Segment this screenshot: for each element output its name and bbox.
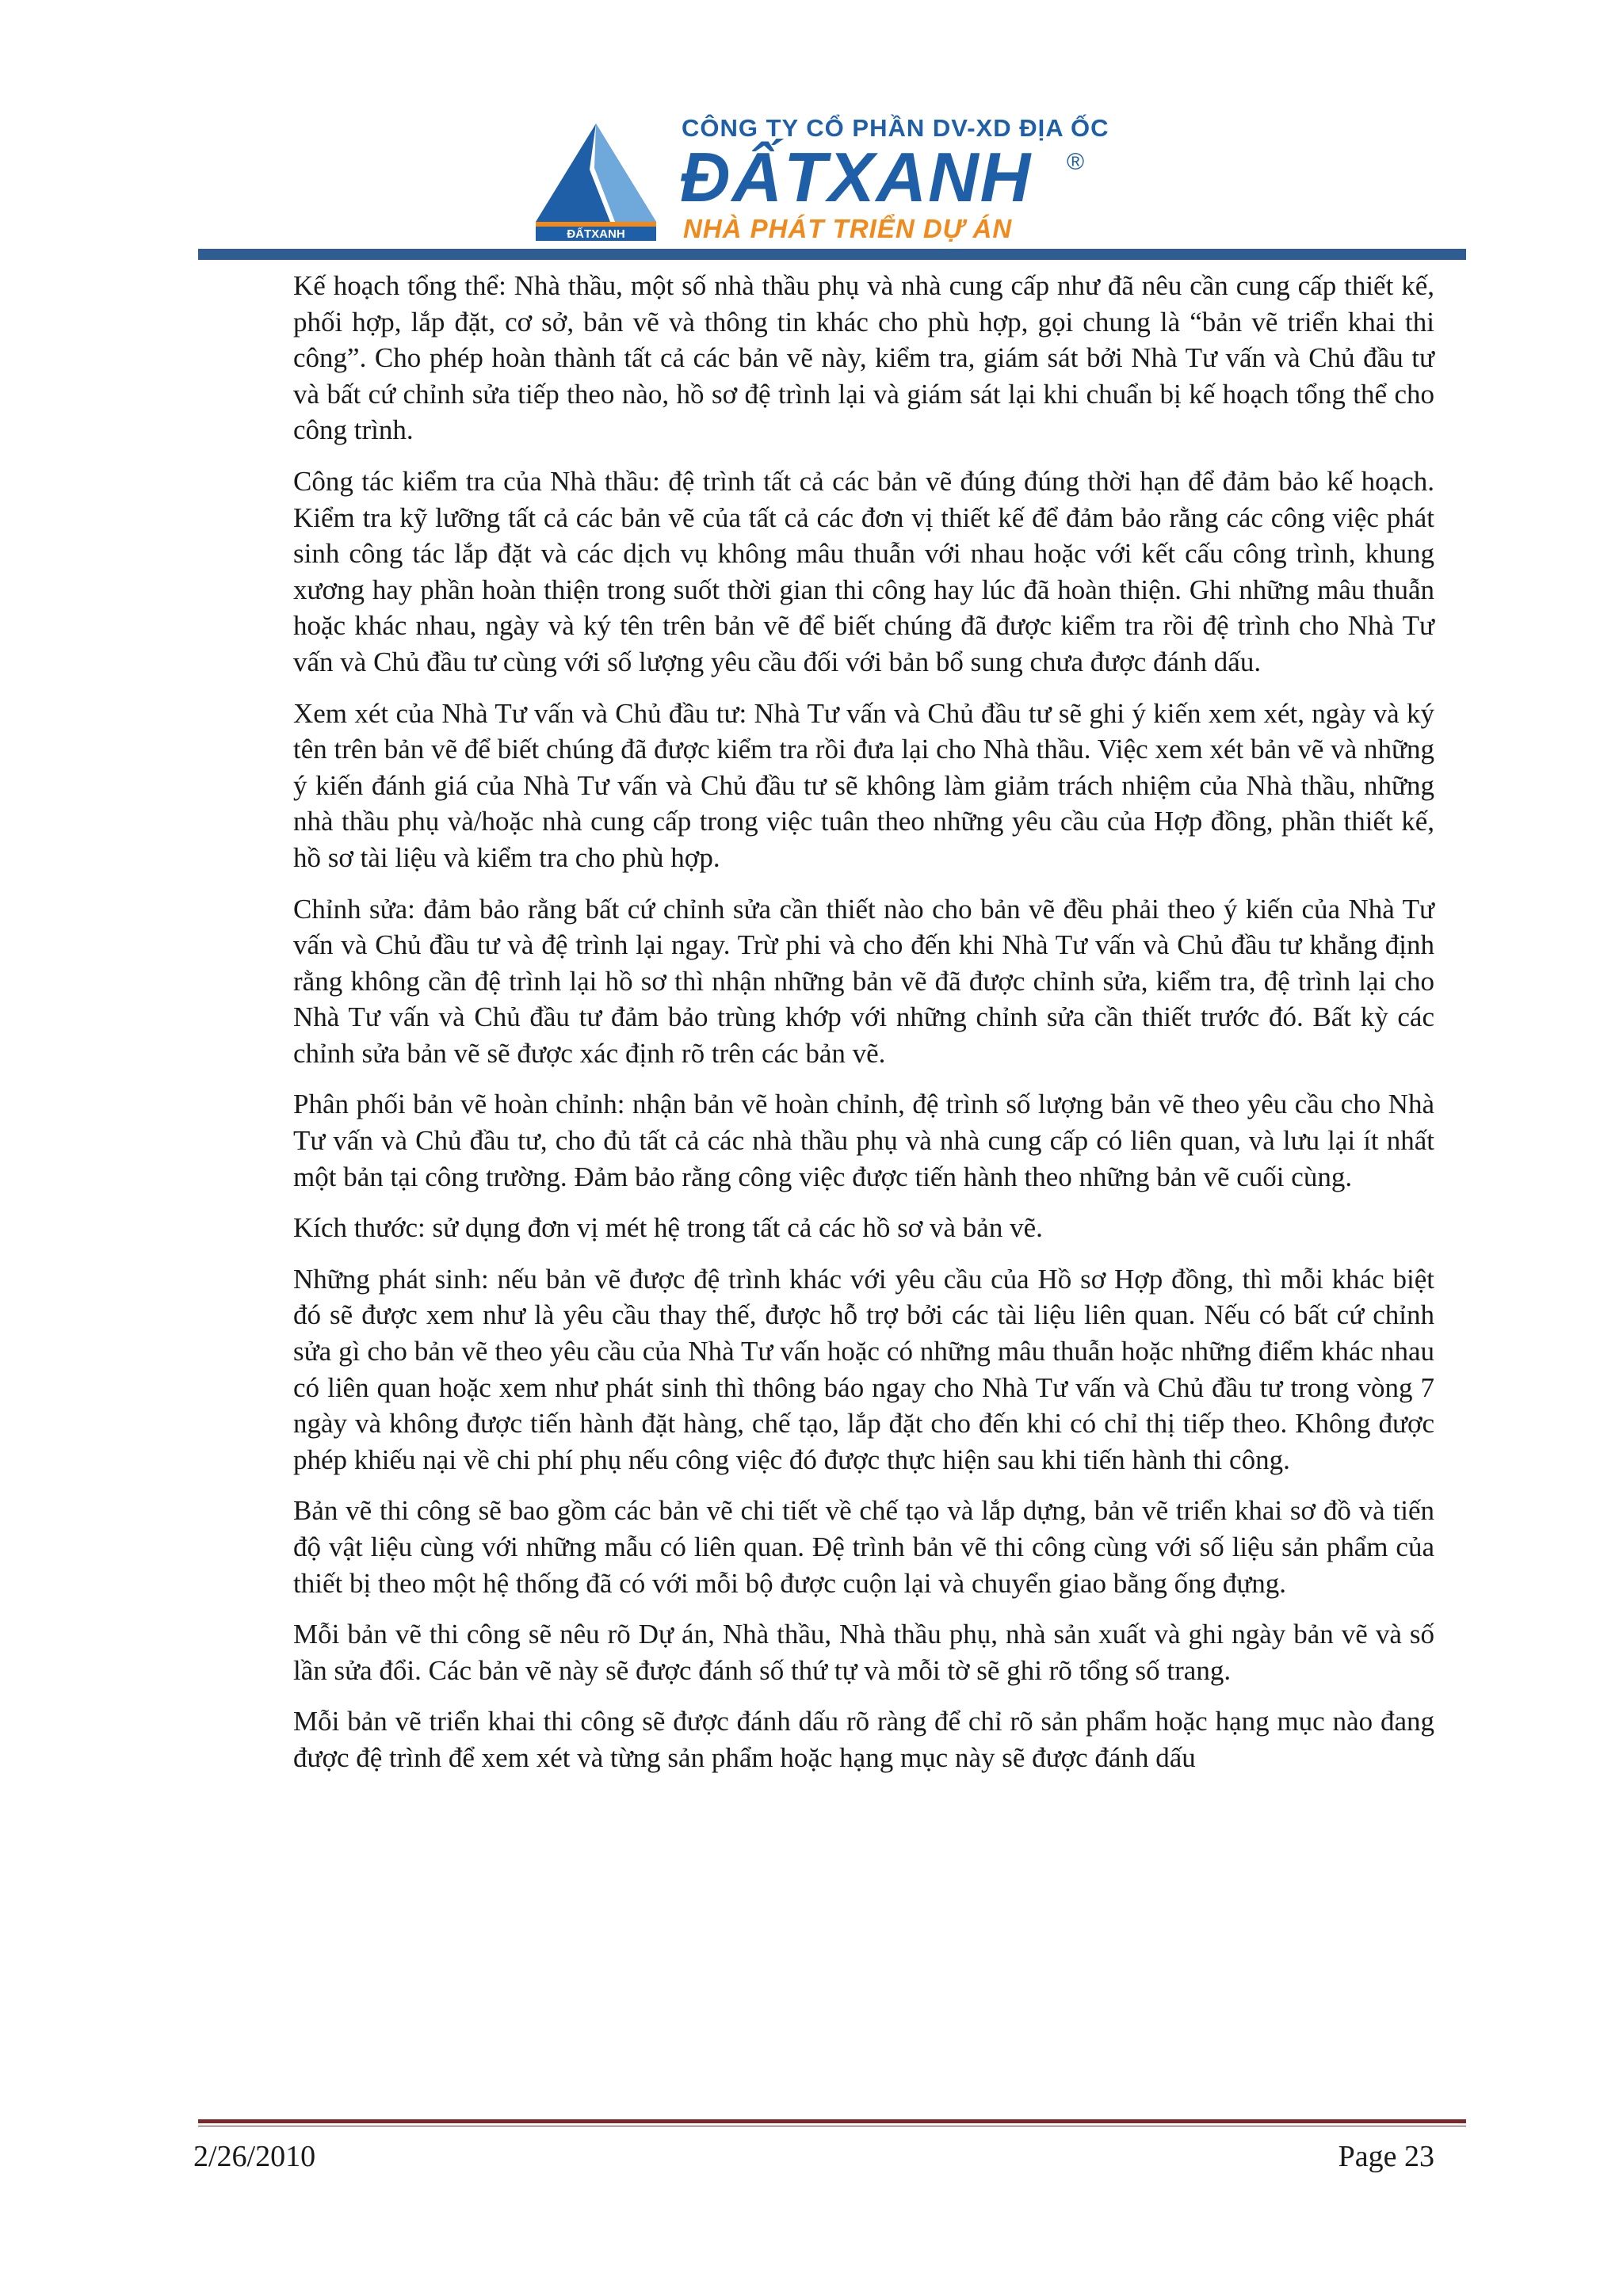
document-body <box>293 268 1434 1791</box>
paragraph-dimensions: Kích thước: sử dụng đơn vị mét hệ trong tất cả các hồ sơ và bản vẽ. <box>293 1212 1043 1244</box>
brand-name: ĐẤTXANH <box>680 138 1033 216</box>
paragraph-distribution: Phân phối bản vẽ hoàn chỉnh: nhận bản vẽ hoàn chỉnh, đệ trình số lượng bản vẽ theo yêu cầu cho Nhà Tư vấn và Chủ đầu tư, cho đủ tất cả các nhà thầu phụ và nhà cung cấp có liên quan, và lưu lại ít nhất một bản tại công trường. Đảm bảo rằng công việc được tiến hành theo những bản vẽ cuối cùng. <box>293 1089 1434 1192</box>
paragraph-drawing-identification: Mỗi bản vẽ thi công sẽ nêu rõ Dự án, Nhà thầu, Nhà thầu phụ, nhà sản xuất và ghi ngày bản vẽ và số lần sửa đổi. Các bản vẽ này sẽ được đánh số thứ tự và mỗi tờ sẽ ghi rõ tổng số trang. <box>293 1619 1434 1686</box>
paragraph-revisions: Chỉnh sửa: đảm bảo rằng bất cứ chỉnh sửa cần thiết nào cho bản vẽ đều phải theo ý kiến của Nhà Tư vấn và Chủ đầu tư và đệ trình lại ngay. Trừ phi và cho đến khi Nhà Tư vấn và Chủ đầu tư khẳng định rằng không cần đệ trình lại hồ sơ thì nhận những bản vẽ đã được chỉnh sửa, kiểm tra, đệ trình lại cho Nhà Tư vấn và Chủ đầu tư đảm bảo trùng khớp với những chỉnh sửa cần thiết trước đó. Bất kỳ các chỉnh sửa bản vẽ sẽ được xác định rõ trên các bản vẽ. <box>293 893 1434 1069</box>
paragraph-shop-drawings: Bản vẽ thi công sẽ bao gồm các bản vẽ chi tiết về chế tạo và lắp dựng, bản vẽ triển khai sơ đồ và tiến độ vật liệu cùng với những mẫu có liên quan. Đệ trình bản vẽ thi công cùng với số liệu sản phẩm của thiết bị theo một hệ thống đã có với mỗi bộ được cuộn lại và chuyển giao bằng ống đựng. <box>293 1495 1434 1599</box>
dat-xanh-logo-icon <box>533 120 659 241</box>
paragraph-contractor-checking: Công tác kiểm tra của Nhà thầu: đệ trình tất cả các bản vẽ đúng đúng thời hạn để đảm bảo kế hoạch. Kiểm tra kỹ lưỡng tất cả các bản vẽ của tất cả các đơn vị thiết kế để đảm bảo rằng các công việc phát sinh công tác lắp đặt và các dịch vụ không mâu thuẫn với nhau hoặc với kết cấu công trình, khung xương hay phần hoàn thiện trong suốt thời gian thi công hay lúc đã hoàn thiện. Ghi những mâu thuẫn hoặc khác nhau, ngày và ký tên trên bản vẽ để biết chúng đã được kiểm tra rồi đệ trình cho Nhà Tư vấn và Chủ đầu tư cùng với số lượng yêu cầu đối với bản bổ sung chưa được đánh dấu. <box>293 465 1434 677</box>
header-divider <box>198 249 1466 260</box>
registered-mark: ® <box>1067 149 1085 175</box>
company-name-line: CÔNG TY CỔ PHẦN DV-XD ĐỊA ỐC <box>682 114 1109 142</box>
paragraph-variations: Những phát sinh: nếu bản vẽ được đệ trình khác với yêu cầu của Hồ sơ Hợp đồng, thì mỗi khác biệt đó sẽ được xem như là yêu cầu thay thế, được hỗ trợ bởi các tài liệu liên quan. Nếu có bất cứ chỉnh sửa gì cho bản vẽ theo yêu cầu của Nhà Tư vấn hoặc có những mâu thuẫn hoặc những điểm khác nhau có liên quan hoặc xem như phát sinh thì thông báo ngay cho Nhà Tư vấn và Chủ đầu tư trong vòng 7 ngày và không được tiến hành đặt hàng, chế tạo, lắp đặt cho đến khi có chỉ thị tiếp theo. Không được phép khiếu nại về chi phí phụ nếu công việc đó được thực hiện sau khi tiến hành thi công. <box>293 1263 1434 1475</box>
paragraph-drawing-marking: Mỗi bản vẽ triển khai thi công sẽ được đánh dấu rõ ràng để chỉ rõ sản phẩm hoặc hạng mục nào đang được đệ trình để xem xét và từng sản phẩm hoặc hạng mục này sẽ được đánh dấu <box>293 1706 1434 1773</box>
footer-divider-thick <box>198 2119 1466 2123</box>
paragraph-consultant-review: Xem xét của Nhà Tư vấn và Chủ đầu tư: Nhà Tư vấn và Chủ đầu tư sẽ ghi ý kiến xem xét, ngày và ký tên trên bản vẽ để biết chúng đã được kiểm tra rồi đưa lại cho Nhà thầu. Việc xem xét bản vẽ và những ý kiến đánh giá của Nhà Tư vấn và Chủ đầu tư sẽ không làm giảm trách nhiệm của Nhà thầu, những nhà thầu phụ và/hoặc nhà cung cấp trong việc tuân theo những yêu cầu của Hợp đồng, phần thiết kế, hồ sơ tài liệu và kiểm tra cho phù hợp. <box>293 697 1434 873</box>
footer-date: 2/26/2010 <box>193 2140 316 2173</box>
page-header <box>0 0 1623 261</box>
brand-tagline: NHÀ PHÁT TRIỂN DỰ ÁN <box>683 214 1013 243</box>
footer-page-number: Page 23 <box>1338 2140 1434 2173</box>
paragraph-master-plan: Kế hoạch tổng thể: Nhà thầu, một số nhà thầu phụ và nhà cung cấp như đã nêu cần cung cấp thiết kế, phối hợp, lắp đặt, cơ sở, bản vẽ và thông tin khác cho phù hợp, gọi chung là “bản vẽ triển khai thi công”. Cho phép hoàn thành tất cả các bản vẽ này, kiểm tra, giám sát bởi Nhà Tư vấn và Chủ đầu tư và bất cứ chỉnh sửa tiếp theo nào, hồ sơ đệ trình lại và giám sát lại khi chuẩn bị kế hoạch tổng thể cho công trình. <box>293 270 1434 446</box>
logo-text: ĐẤTXANH <box>567 227 625 241</box>
